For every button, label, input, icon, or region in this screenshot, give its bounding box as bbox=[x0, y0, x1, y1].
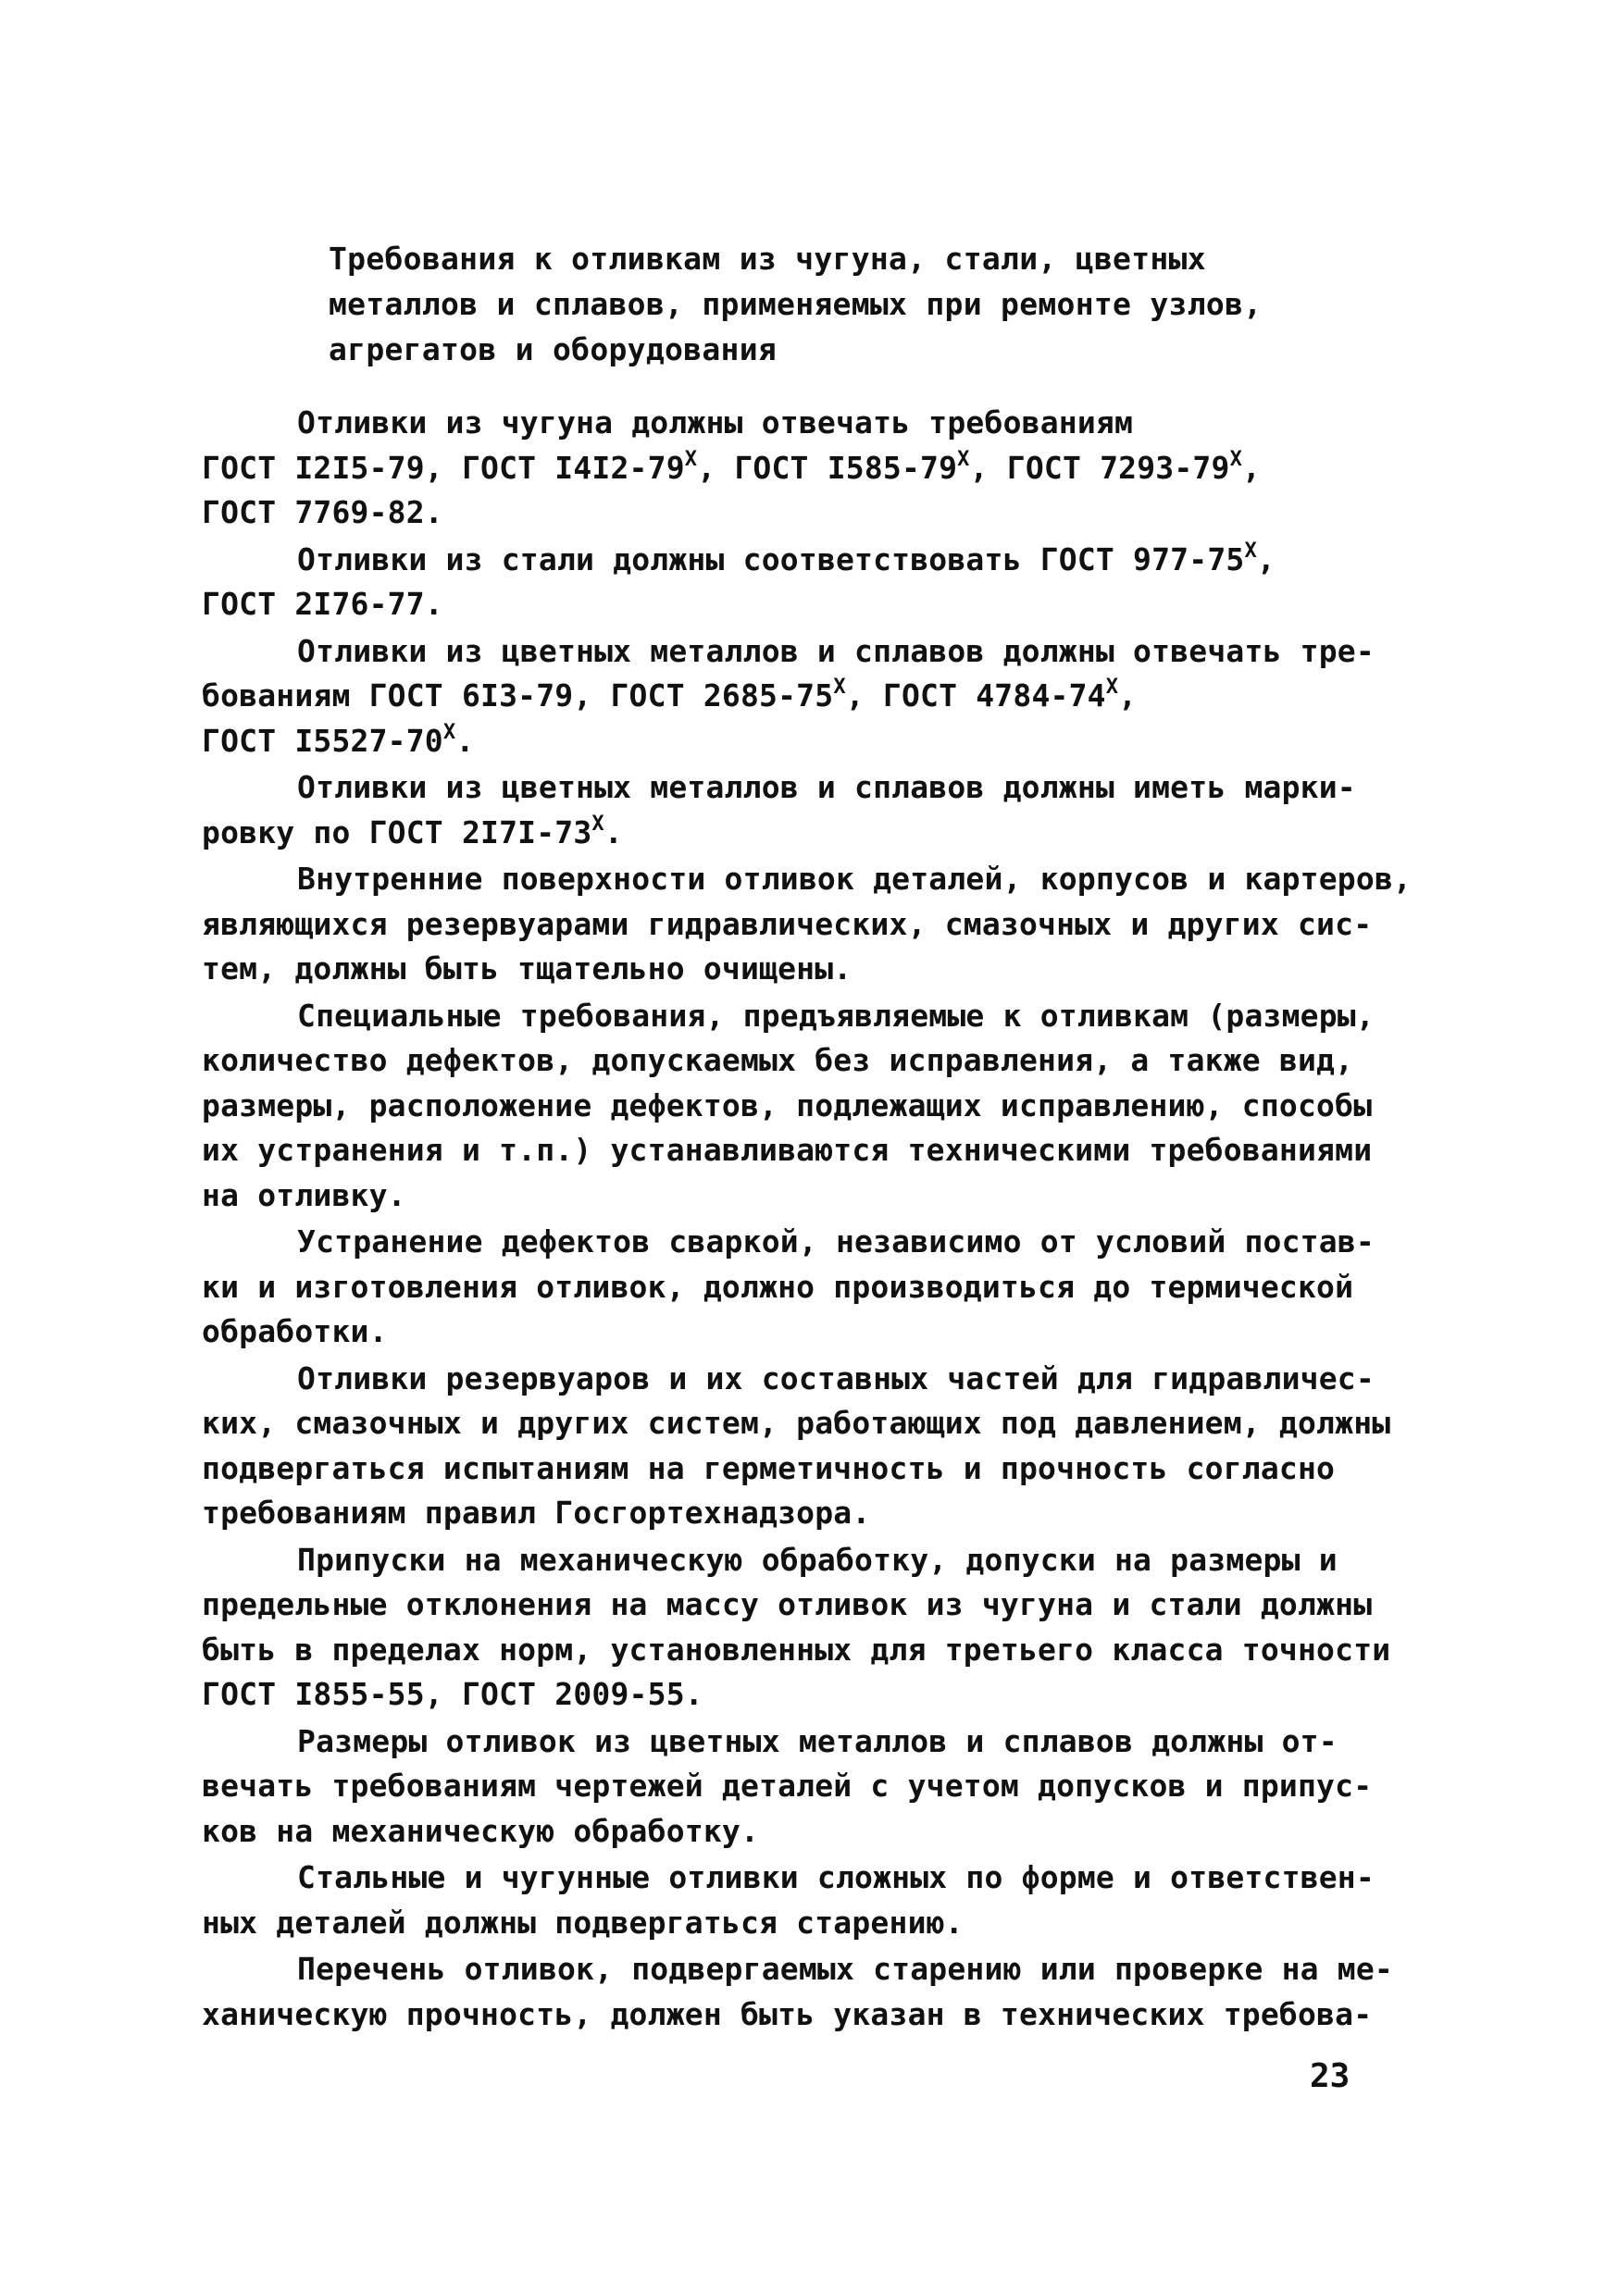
paragraph bbox=[202, 857, 1442, 992]
paragraph-line: ГОСТ 2I76-77. bbox=[202, 586, 443, 622]
paragraph-line: ГОСТ I855-55, ГОСТ 2009-55. bbox=[202, 1676, 703, 1712]
paragraph bbox=[202, 994, 1442, 1219]
paragraph-line: Специальные требования, предъявляемые к отливкам (размеры, bbox=[297, 997, 1375, 1034]
paragraph bbox=[202, 1220, 1442, 1355]
paragraph-line: ГОСТ $I5527-70^X$. bbox=[202, 720, 475, 759]
paragraph-line: Размеры отливок из цветных металлов и сплавов должны от- bbox=[297, 1722, 1338, 1759]
paragraph-line: Стальные и чугунные отливки сложных по форме и ответствен- bbox=[297, 1859, 1375, 1895]
paragraph bbox=[202, 401, 1442, 536]
paragraph-line: на отливку. bbox=[202, 1176, 406, 1213]
paragraph-line: быть в пределах норм, установленных для третьего класса точности bbox=[202, 1631, 1391, 1668]
page-number: 23 bbox=[1310, 2057, 1350, 2095]
paragraph-line: их устранения и т.п.) устанавливаются техническими требованиями bbox=[202, 1132, 1373, 1168]
paragraph bbox=[202, 1719, 1442, 1855]
paragraph-line: предельные отклонения на массу отливок из чугуна и стали должны bbox=[202, 1586, 1373, 1622]
paragraph-line: бованиям ГОСТ 6I3-79, ГОСТ $2685-75^X$, ГОСТ $4784-74^X$, bbox=[202, 676, 1138, 714]
paragraph-line: Отливки из чугуна должны отвечать требованиям bbox=[297, 404, 1134, 441]
paragraph bbox=[202, 1947, 1442, 2037]
heading-line: Требования к отливкам из чугуна, стали, цветных bbox=[329, 241, 1206, 277]
paragraph-line: являющихся резервуарами гидравлических, смазочных и других сис- bbox=[202, 905, 1373, 942]
paragraph bbox=[202, 629, 1442, 764]
paragraph bbox=[202, 1538, 1442, 1718]
paragraph-line: Отливки резервуаров и их составных частей для гидравличес- bbox=[297, 1359, 1375, 1396]
paragraph-line: вечать требованиям чертежей деталей с учетом допусков и припус- bbox=[202, 1768, 1373, 1804]
paragraph-line: размеры, расположение дефектов, подлежащих исправлению, способы bbox=[202, 1086, 1373, 1123]
paragraph-line: Перечень отливок, подвергаемых старению или проверке на ме- bbox=[297, 1951, 1393, 1987]
paragraph bbox=[202, 1855, 1442, 1945]
paragraph-line: количество дефектов, допускаемых без исправления, а также вид, bbox=[202, 1042, 1354, 1078]
paragraph-line: ки и изготовления отливок, должно производиться до термической bbox=[202, 1268, 1354, 1305]
paragraph-line: ных деталей должны подвергаться старению. bbox=[202, 1904, 964, 1941]
paragraph bbox=[202, 765, 1442, 855]
paragraph-line: ких, смазочных и других систем, работающих под давлением, должны bbox=[202, 1405, 1391, 1441]
paragraph-line: Внутренние поверхности отливок деталей, корпусов и картеров, bbox=[297, 861, 1413, 897]
paragraph-line: ровку по ГОСТ $2I7I-73^X$. bbox=[202, 812, 623, 850]
paragraph-line: ГОСТ I2I5-79, ГОСТ $I4I2-79^X$, ГОСТ $I585-79^X$, ГОСТ $7293-79^X$, bbox=[202, 447, 1262, 486]
heading-line: металлов и сплавов, применяемых при ремонте узлов, bbox=[329, 286, 1263, 322]
heading-line: агрегатов и оборудования bbox=[329, 331, 778, 367]
paragraph-line: ханическую прочность, должен быть указан в технических требова- bbox=[202, 1995, 1373, 2032]
paragraph-line: ков на механическую обработку. bbox=[202, 1812, 760, 1849]
paragraph-line: обработки. bbox=[202, 1313, 388, 1349]
body-text bbox=[202, 401, 1442, 2039]
paragraph-line: Припуски на механическую обработку, допуски на размеры и bbox=[297, 1541, 1338, 1578]
paragraph bbox=[202, 1357, 1442, 1536]
paragraph-line: требованиям правил Госгортехнадзора. bbox=[202, 1495, 871, 1531]
paragraph-line: Отливки из цветных металлов и сплавов должны отвечать тре- bbox=[297, 632, 1375, 669]
paragraph-line: Отливки из стали должны соответствовать ГОСТ $977-75^X$, bbox=[297, 539, 1276, 577]
paragraph-line: ГОСТ 7769-82. bbox=[202, 494, 443, 530]
paragraph-line: Устранение дефектов сваркой, независимо от условий постав- bbox=[297, 1223, 1375, 1260]
paragraph-line: подвергаться испытаниям на герметичность и прочность согласно bbox=[202, 1449, 1336, 1486]
paragraph-line: тем, должны быть тщательно очищены. bbox=[202, 950, 853, 987]
section-heading bbox=[329, 236, 1439, 372]
paragraph-line: Отливки из цветных металлов и сплавов должны иметь марки- bbox=[297, 769, 1356, 805]
paragraph bbox=[202, 538, 1442, 627]
